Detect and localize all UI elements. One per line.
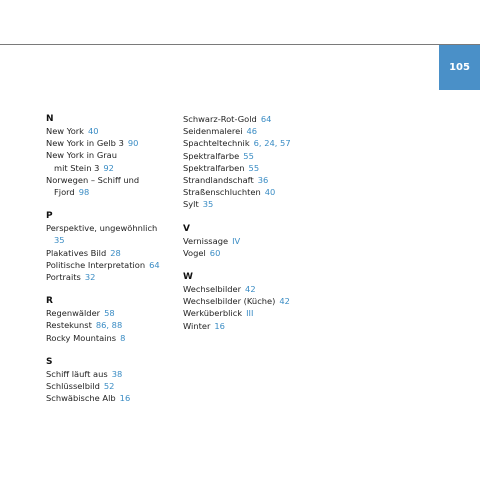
page-reference-link[interactable]: 8	[120, 332, 126, 343]
entry-term-text: Plakatives Bild	[46, 247, 107, 258]
index-entry	[46, 125, 181, 137]
page-reference-link[interactable]: 60	[209, 247, 221, 258]
index-entry	[46, 174, 181, 198]
index-entry	[46, 392, 181, 404]
entry-term	[46, 368, 181, 380]
index-column-right	[183, 113, 318, 344]
page-reference-link[interactable]: 35	[54, 235, 65, 246]
index-column-left	[46, 113, 181, 416]
index-section	[183, 113, 318, 211]
entry-term-text: Seidenmalerei	[183, 126, 243, 137]
entry-term	[46, 186, 181, 198]
entry-term	[183, 186, 318, 198]
header-rule	[0, 44, 480, 45]
index-entry	[183, 150, 318, 162]
index-entry	[46, 380, 181, 392]
entry-term	[46, 271, 181, 283]
entry-term	[46, 125, 181, 137]
entry-term	[183, 295, 318, 307]
page-reference-link[interactable]: 16	[119, 393, 131, 404]
page-reference-link[interactable]: 16	[214, 320, 225, 331]
page-reference-link[interactable]: III	[246, 308, 254, 319]
entry-term-text: Rocky Mountains	[46, 332, 117, 343]
entry-term-text: Sylt	[183, 199, 199, 210]
entry-term	[183, 137, 318, 149]
entry-term-text: Fjord	[54, 187, 75, 198]
index-entry	[183, 198, 318, 210]
entry-term-text: Strandlandschaft	[183, 175, 254, 186]
entry-term-text: Werküberblick	[183, 308, 243, 319]
section-letter: S	[46, 356, 53, 367]
index-entry	[183, 235, 318, 247]
entry-term	[183, 247, 318, 259]
index-entry	[46, 259, 181, 271]
index-entry	[46, 332, 181, 344]
index-entry	[183, 186, 318, 198]
index-entry	[46, 222, 181, 246]
index-entry	[183, 247, 318, 259]
index-entry	[46, 319, 181, 331]
index-entry	[46, 149, 181, 173]
entry-term-text: Norwegen – Schiff und	[46, 174, 140, 185]
entry-term	[183, 320, 318, 332]
page-reference-link[interactable]: 90	[127, 138, 139, 149]
index-entry	[46, 247, 181, 259]
entry-term-text: Restekunst	[46, 320, 92, 331]
entry-term-text: New York in Gelb 3	[46, 138, 124, 149]
entry-term	[183, 307, 318, 319]
entry-term-text: Schwäbische Alb	[46, 393, 116, 404]
entry-term-text: Politische Interpretation	[46, 259, 146, 270]
index-section	[46, 113, 181, 198]
section-letter: V	[183, 223, 190, 234]
entry-term-text: New York in Grau	[46, 150, 118, 161]
index-section	[46, 210, 181, 283]
page-reference-link[interactable]: 36	[257, 175, 269, 186]
page-reference-link[interactable]: 28	[110, 247, 121, 258]
index-entry	[183, 174, 318, 186]
page-reference-link[interactable]: 6, 24, 57	[253, 138, 291, 149]
entry-term	[46, 319, 181, 331]
entry-term	[46, 174, 181, 186]
entry-term-text: Perspektive, ungewöhnlich	[46, 223, 158, 234]
index-entry	[183, 113, 318, 125]
index-entry	[183, 137, 318, 149]
entry-term-text: Regenwälder	[46, 308, 101, 319]
entry-term-text: Schwarz-Rot-Gold	[183, 114, 257, 124]
entry-term-text: Spektralfarben	[183, 162, 245, 173]
page-reference-link[interactable]: 32	[84, 272, 96, 283]
page-reference-link[interactable]: 64	[260, 114, 272, 124]
section-letter: W	[183, 272, 193, 283]
entry-term-text: Spachteltechnik	[183, 138, 250, 149]
page-reference-link[interactable]: 64	[149, 259, 160, 270]
entry-term	[46, 380, 181, 392]
page-reference-link[interactable]: 55	[243, 150, 254, 161]
section-letter: P	[46, 211, 53, 222]
entry-term	[46, 234, 181, 246]
entry-term	[183, 174, 318, 186]
page-reference-link[interactable]: 55	[248, 162, 260, 173]
entry-term	[183, 150, 318, 162]
section-letter: R	[46, 296, 53, 307]
entry-term	[46, 307, 181, 319]
page-reference-link[interactable]: 86, 88	[95, 320, 123, 331]
entry-term	[46, 247, 181, 259]
page-reference-link[interactable]: 38	[111, 368, 123, 379]
entry-term	[46, 392, 181, 404]
entry-term	[183, 125, 318, 137]
entry-term-text: Spektralfarbe	[183, 150, 240, 161]
entry-term-text: Wechselbilder (Küche)	[183, 296, 276, 307]
index-entry	[183, 295, 318, 307]
entry-term-text: mit Stein 3	[54, 162, 100, 173]
entry-term-text: New York	[46, 126, 84, 136]
page-reference-link[interactable]: 98	[78, 187, 90, 198]
entry-term-text: Portraits	[46, 272, 81, 283]
index-entry	[183, 307, 318, 319]
page-reference-link[interactable]: 42	[245, 284, 256, 295]
entry-term-text: Vogel	[183, 247, 206, 258]
page-number-tab	[439, 45, 480, 90]
page-reference-link[interactable]: IV	[232, 235, 241, 246]
entry-term	[183, 283, 318, 295]
page-reference-link[interactable]: 40	[88, 126, 99, 136]
index-section	[46, 295, 181, 344]
page-reference-link[interactable]: 46	[246, 126, 258, 137]
page-reference-link[interactable]: 42	[279, 296, 290, 307]
entry-term	[183, 198, 318, 210]
index-section	[46, 356, 181, 405]
index-section	[183, 271, 318, 332]
index-section	[183, 223, 318, 259]
index-entry	[46, 137, 181, 149]
index-entry	[183, 283, 318, 295]
entry-term	[46, 162, 181, 174]
page-reference-link[interactable]: 58	[104, 308, 115, 319]
section-letter: N	[46, 114, 54, 124]
entry-term	[46, 222, 181, 234]
entry-term-text: Schiff läuft aus	[46, 368, 108, 379]
entry-term	[183, 235, 318, 247]
page-reference-link[interactable]: 35	[202, 199, 214, 210]
page-reference-link[interactable]: 52	[103, 381, 115, 392]
index-entry	[46, 307, 181, 319]
index-entry	[183, 162, 318, 174]
entry-term	[46, 137, 181, 149]
page-number: 105	[449, 62, 470, 73]
index-entry	[183, 320, 318, 332]
entry-term	[46, 259, 181, 271]
entry-term	[46, 332, 181, 344]
entry-term	[46, 149, 181, 161]
entry-term-text: Schlüsselbild	[46, 381, 100, 392]
entry-term-text: Vernissage	[183, 235, 229, 246]
entry-term-text: Straßenschluchten	[183, 187, 261, 198]
entry-term	[183, 113, 318, 125]
entry-term-text: Wechselbilder	[183, 284, 242, 295]
index-entry	[183, 125, 318, 137]
entry-term	[183, 162, 318, 174]
index-entry	[46, 271, 181, 283]
index-entry	[46, 368, 181, 380]
entry-term-text: Winter	[183, 320, 211, 331]
page-reference-link[interactable]: 40	[264, 187, 276, 198]
page-reference-link[interactable]: 92	[103, 162, 114, 173]
